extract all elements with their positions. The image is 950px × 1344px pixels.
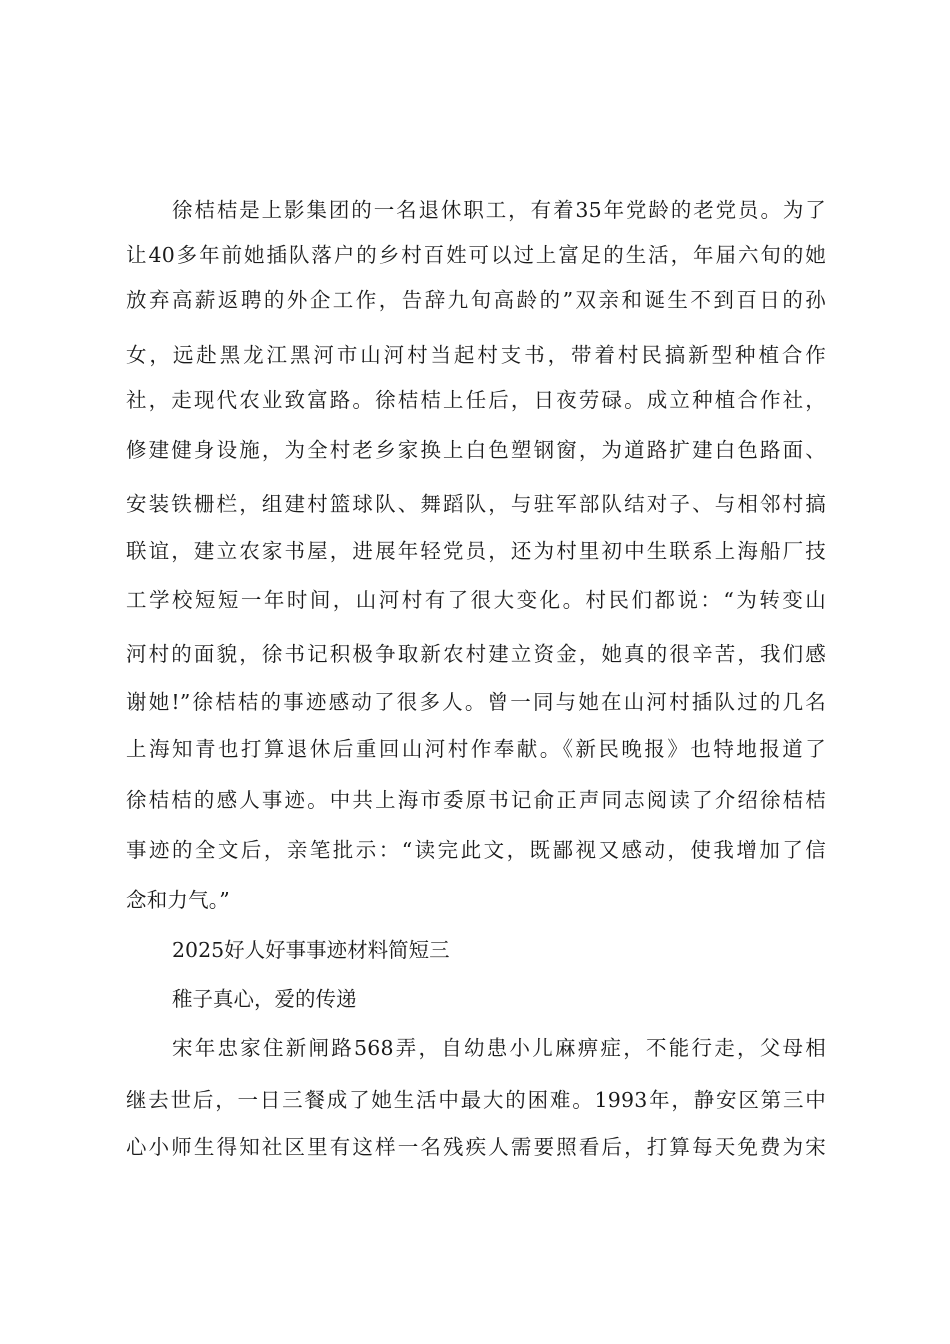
- paragraph1-line-4: 女，远赴黑龙江黑河市山河村当起村支书，带着村民搞新型种植合作: [126, 343, 826, 367]
- paragraph1-line-8: 联谊，建立农家书屋，进展年轻党员，还为村里初中生联系上海船厂技: [126, 539, 826, 563]
- paragraph1-line-3: 放弃高薪返聘的外企工作，告辞九旬高龄的”双亲和诞生不到百日的孙: [126, 288, 826, 312]
- paragraph1-line-10: 河村的面貌，徐书记积极争取新农村建立资金，她真的很辛苦，我们感: [126, 642, 826, 666]
- paragraph1-line-15: 念和力气。”: [126, 888, 230, 912]
- paragraph2-line-1: 宋年忠家住新闸路568弄，自幼患小儿麻痹症，不能行走，父母相: [172, 1036, 826, 1060]
- paragraph1-line-11: 谢她!”徐桔桔的事迹感动了很多人。曾一同与她在山河村插队过的几名: [126, 690, 826, 714]
- paragraph1-line-12: 上海知青也打算退休后重回山河村作奉献。《新民晚报》也特地报道了: [126, 737, 826, 761]
- paragraph2-line-2: 继去世后，一日三餐成了她生活中最大的困难。1993年，静安区第三中: [126, 1088, 826, 1112]
- paragraph2-line-3: 心小师生得知社区里有这样一名残疾人需要照看后，打算每天免费为宋: [126, 1135, 826, 1159]
- paragraph1-line-6: 修建健身设施，为全村老乡家换上白色塑钢窗，为道路扩建白色路面、: [126, 438, 826, 462]
- paragraph1-line-1: 徐桔桔是上影集团的一名退休职工，有着35年党龄的老党员。为了: [172, 198, 826, 222]
- paragraph1-line-7: 安装铁栅栏，组建村篮球队、舞蹈队，与驻军部队结对子、与相邻村搞: [126, 492, 826, 516]
- paragraph1-line-14: 事迹的全文后，亲笔批示：“读完此文，既鄙视又感动，使我增加了信: [126, 838, 826, 862]
- paragraph1-line-9: 工学校短短一年时间，山河村有了很大变化。村民们都说：“为转变山: [126, 588, 826, 612]
- section-subtitle: 稚子真心，爱的传递: [172, 987, 357, 1011]
- section-title: 2025好人好事事迹材料简短三: [172, 938, 450, 962]
- paragraph1-line-5: 社，走现代农业致富路。徐桔桔上任后，日夜劳碌。成立种植合作社，: [126, 388, 826, 412]
- paragraph1-line-2: 让40多年前她插队落户的乡村百姓可以过上富足的生活，年届六旬的她: [126, 243, 826, 267]
- paragraph1-line-13: 徐桔桔的感人事迹。中共上海市委原书记俞正声同志阅读了介绍徐桔桔: [126, 788, 826, 812]
